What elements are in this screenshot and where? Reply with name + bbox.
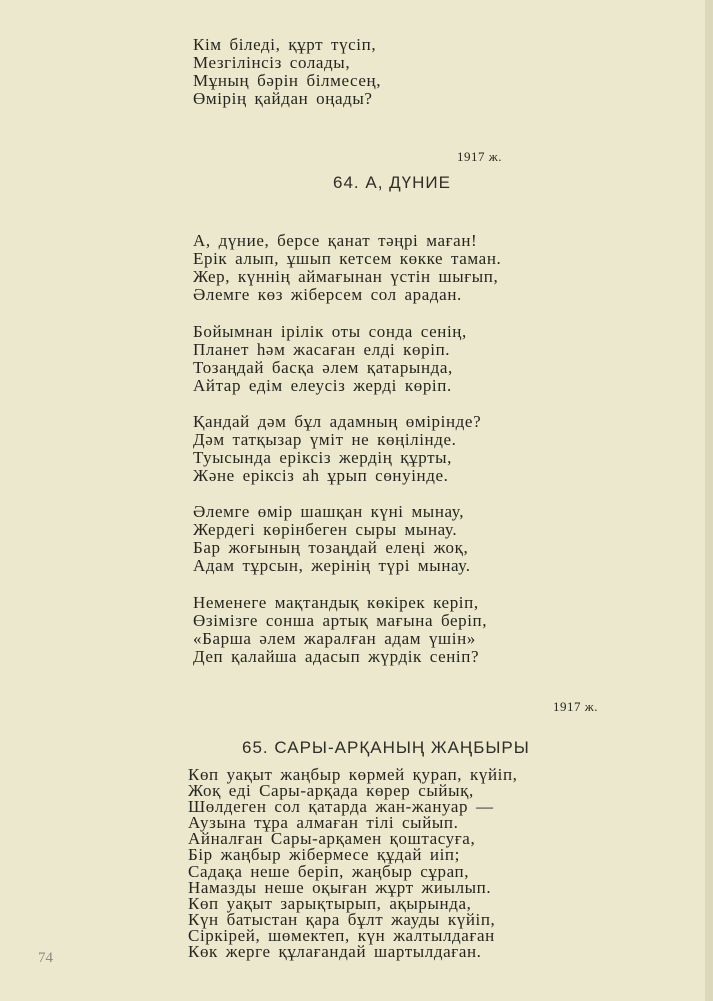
- verse-line: Жердегі көрінбеген сыры мынау.: [193, 520, 458, 539]
- verse-line: Көп уақыт зарықтырып, ақырында,: [188, 893, 472, 913]
- verse-line: Бойымнан ірілік оты сонда сенің,: [193, 322, 467, 341]
- verse-line: Садақа неше беріп, жаңбыр сұрап,: [188, 861, 470, 881]
- verse-line: Көк жерге құлағандай шартылдаған.: [188, 942, 482, 962]
- verse-line: Неменеге мақтандық көкірек керіп,: [193, 593, 479, 612]
- verse-line: Мезгілінсіз солады,: [193, 53, 351, 72]
- poem-title: 64. А, ДҮНИЕ: [333, 173, 451, 192]
- verse-line: «Барша әлем жаралған адам үшін»: [193, 629, 476, 648]
- verse-line: Адам тұрсын, жерінің түрі мынау.: [193, 556, 471, 575]
- verse-line: Және еріксіз аһ ұрып сөнуінде.: [193, 466, 449, 485]
- verse-line: Сіркірей, шөмектеп, күн жалтылдаған: [188, 925, 495, 945]
- poem-date: 1917 ж.: [457, 149, 502, 164]
- verse-line: Планет һәм жасаған елді көріп.: [193, 340, 451, 359]
- verse-line: Шөлдеген сол қатарда жан-жануар —: [188, 797, 494, 817]
- verse-line: Өмірің қайдан оңады?: [193, 89, 373, 108]
- verse-line: Туысында еріксіз жердің құрты,: [193, 448, 453, 467]
- verse-line: Әлемге өмір шашқан күні мынау,: [193, 502, 465, 521]
- verse-line: Айтар едім елеусіз жерді көріп.: [193, 376, 452, 395]
- verse-line: Тозаңдай басқа әлем қатарында,: [193, 358, 453, 377]
- verse-line: А, дүние, берсе қанат тәңрі маған!: [193, 231, 478, 250]
- verse-line: Кім біледі, құрт түсіп,: [193, 35, 377, 54]
- poem-date: 1917 ж.: [553, 699, 598, 714]
- verse-line: Әлемге көз жіберсем сол арадан.: [193, 285, 462, 304]
- verse-line: Өзімізге соншa артық мағына беріп,: [193, 611, 488, 630]
- verse-line: Намазды неше оқыған жұрт жиылып.: [188, 877, 492, 897]
- poem-title: 65. САРЫ-АРҚАНЫҢ ЖАҢБЫРЫ: [242, 738, 530, 757]
- verse-line: Ерік алып, ұшып кетсем көкке таман.: [193, 249, 502, 268]
- verse-line: Бір жаңбыр жібермесе құдай иіп;: [188, 845, 460, 865]
- stanza: [193, 323, 467, 395]
- stanza: [193, 503, 471, 575]
- verse-line: Аузына тұра алмаған тілі сыйып.: [188, 813, 459, 833]
- stanza: [193, 594, 487, 666]
- verse-line: Бар жоғының тозаңдай елеңі жоқ,: [193, 538, 469, 557]
- verse-line: Айналған Сары-арқамен қоштасуға,: [188, 829, 476, 849]
- verse-line: Жоқ еді Сары-арқада көрер сыйық,: [188, 781, 474, 801]
- verse-line: Күн батыстан қара бұлт жауды күйіп,: [188, 909, 496, 929]
- stanza: [193, 232, 501, 304]
- page-edge: [705, 0, 713, 1001]
- verse-line: Жер, күннің аймағынан үстін шығып,: [193, 267, 499, 286]
- verse-line: Деп қалайша адасып жүрдік сеніп?: [193, 647, 480, 666]
- page-number: 74: [38, 950, 53, 966]
- verse-line: Дәм татқызар үміт не көңілінде.: [193, 430, 457, 449]
- verse-line: Көп уақыт жаңбыр көрмей қурап, күйіп,: [188, 765, 518, 784]
- verse-line: Қандай дәм бұл адамның өмірінде?: [193, 412, 482, 431]
- stanza: [193, 413, 481, 485]
- verse-line: Мұның бәрін білмесең,: [193, 71, 382, 90]
- poem-ending-stanza: [193, 36, 381, 108]
- stanza: [188, 767, 518, 960]
